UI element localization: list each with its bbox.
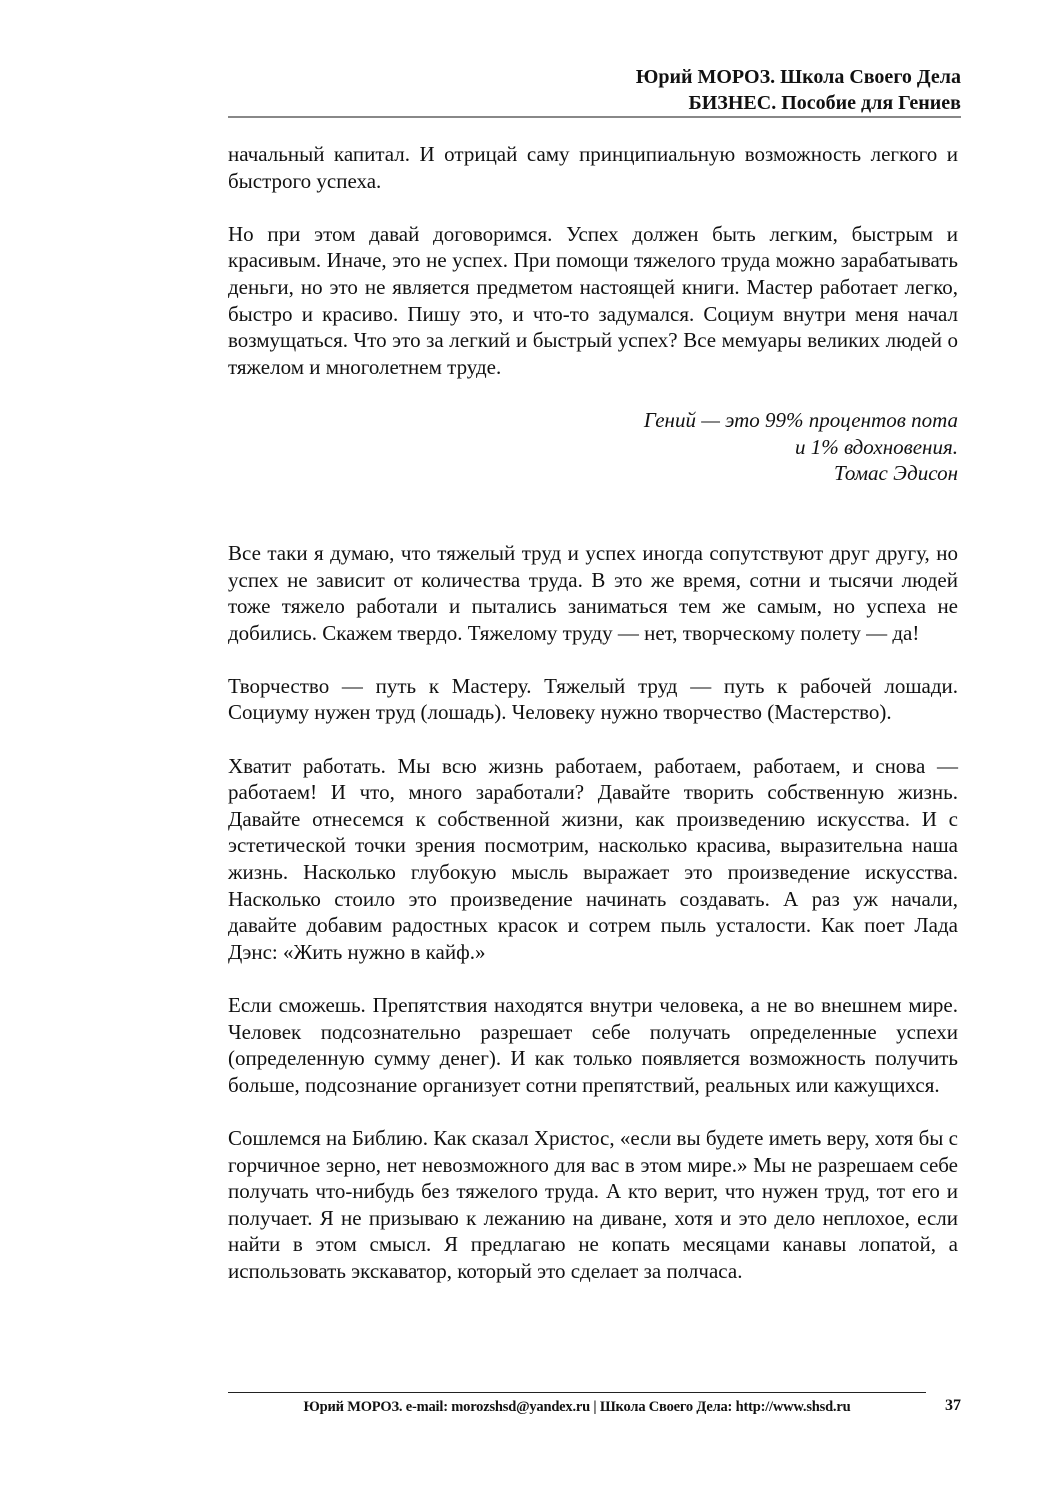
epigraph-line: Гений — это 99% процентов пота <box>643 407 958 432</box>
header-book-title: БИЗНЕС. Пособие для Гениев <box>688 92 961 114</box>
running-header <box>228 64 961 116</box>
paragraph: Но при этом давай договоримся. Успех должен быть легким, быстрым и красивым. Иначе, это не успех. При помощи тяжелого труда можно зарабатывать деньги, но это не является предметом настоящей книги. Мастер работает легко, быстро и красиво. Пишу это, и что-то задумался. Социум внутри меня начал возмущаться. Что это за легкий и быстрый успех? Все мемуары великих людей о тяжелом и многолетнем труде. <box>228 221 958 379</box>
footer-contact: Юрий МОРОЗ. e-mail: morozshsd@yandex.ru | Школа Своего Дела: http://www.shsd.ru <box>303 1399 851 1415</box>
paragraph: Если сможешь. Препятствия находятся внутри человека, а не во внешнем мире. Человек подсознательно разрешает себе получать определенные успехи (определенную сумму денег). И как только появляется возможность получить больше, подсознание организует сотни препятствий, реальных или кажущихся. <box>228 993 958 1097</box>
paragraph: Сошлемся на Библию. Как сказал Христос, «если вы будете иметь веру, хотя бы с горчичное зерно, нет невозможного для вас в этом мире.» Мы не разрешаем себе получать что-нибудь без тяжелого труда. А кто верит, что нужен труд, тот его и получает. Я не призываю к лежанию на диване, хотя и это дело неплохое, если найти в этом смысл. Я предлагаю не копать месяцами канавы лопатой, а использовать экскаватор, который это сделает за полчаса. <box>228 1125 958 1283</box>
spacer <box>228 513 958 540</box>
header-author-school: Юрий МОРОЗ. Школа Своего Дела <box>635 66 961 88</box>
paragraph: начальный капитал. И отрицай саму принципиальную возможность легкого и быстрого успеха. <box>228 142 958 193</box>
header-divider <box>228 116 961 118</box>
page-body <box>228 141 958 1285</box>
paragraph: Творчество — путь к Мастеру. Тяжелый труд — путь к рабочей лошади. Социуму нужен труд (лошадь). Человеку нужно творчество (Мастерство). <box>228 673 958 725</box>
paragraph: Хватит работать. Мы всю жизнь работаем, работаем, работаем, и снова — работаем! И что, много заработали? Давайте творить собственную жизнь. Давайте отнесемся к собственной жизни, как произведению искусства. И с эстетической точки зрения посмотрим, насколько красива, выразительна наша жизнь. Насколько глубокую мысль выражает это произведение искусства. Насколько стоило это произведение начинать создавать. А раз уж начали, давайте добавим радостных красок и сотрем пыль усталости. Как поет Лада Дэнс: «Жить нужно в кайф.» <box>228 753 958 964</box>
epigraph-author: Томас Эдисон <box>834 461 958 486</box>
footer-divider <box>228 1392 926 1393</box>
epigraph-line: и 1% вдохновения. <box>794 434 958 459</box>
page-number: 37 <box>945 1397 961 1414</box>
epigraph-quote <box>228 407 958 487</box>
paragraph: Все таки я думаю, что тяжелый труд и успех иногда сопутствуют друг другу, но успех не зависит от количества труда. В это же время, сотни и тысячи людей тоже тяжело работали и пытались заниматься тем же самым, но успеха не добились. Скажем твердо. Тяжелому труду — нет, творческому полету — да! <box>228 540 958 645</box>
